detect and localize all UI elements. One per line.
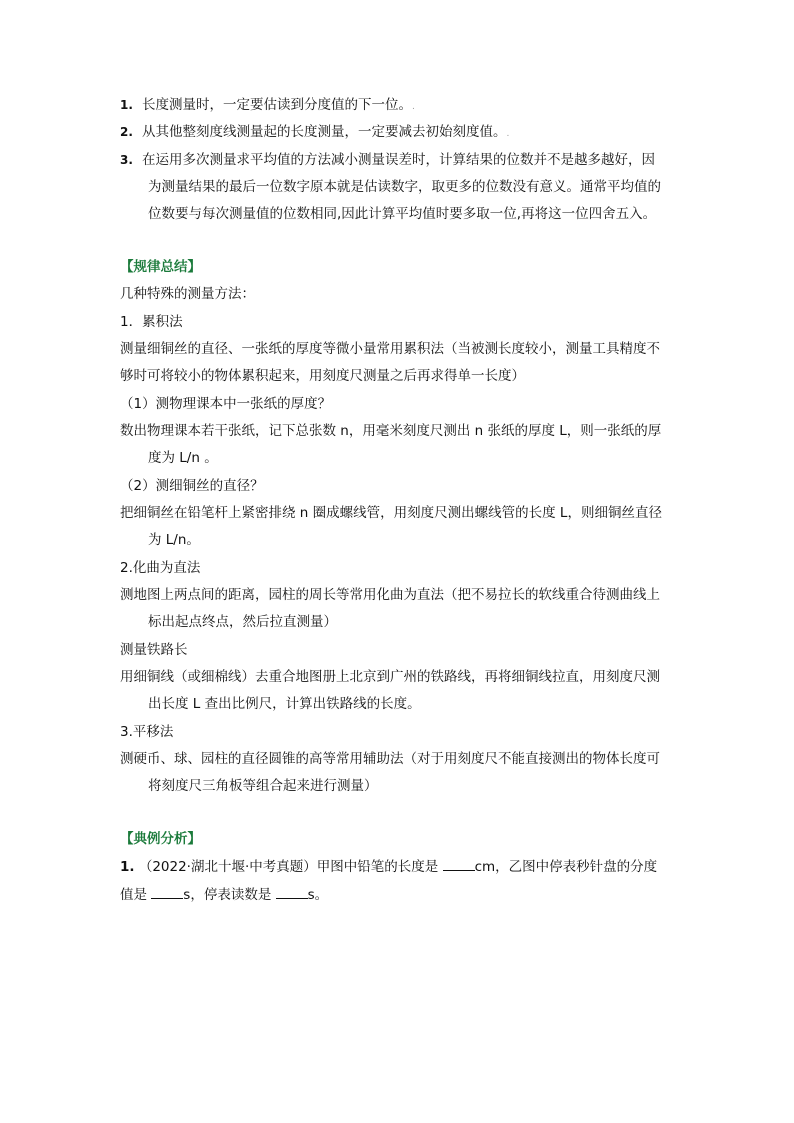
answer-blank-division[interactable] xyxy=(151,884,183,899)
method-2-sub-title: 测量铁路长 xyxy=(120,642,188,658)
example-1-line-2 xyxy=(120,884,680,905)
tip-text: 长度测量时，一定要估读到分度值的下一位。 xyxy=(142,97,412,113)
method-2-sub-desc-2: 出长度 L 查出比例尺，计算出铁路线的长度。 xyxy=(148,696,421,712)
method-1-desc-2: 够时可将较小的物体累积起来，用刻度尺测量之后再求得单一长度） xyxy=(120,368,525,384)
tip-3-line-1 xyxy=(120,150,680,170)
tip-1: 1. 长度测量时，一定要估读到分度值的下一位。. xyxy=(120,97,415,113)
method-1-desc-1: 测量细铜丝的直径、一张纸的厚度等微小量常用累积法（当被测长度较小，测量工具精度不 xyxy=(120,341,660,357)
question-2: （2）测细铜丝的直径？ xyxy=(120,478,264,494)
answer-2-line-2: 为 L/n。 xyxy=(148,532,200,548)
method-3-desc-2: 将刻度尺三角板等组合起来进行测量） xyxy=(148,778,378,794)
example-1-unit-3: s。 xyxy=(307,887,329,903)
tip-number: 2. xyxy=(120,125,133,139)
answer-blank-length[interactable] xyxy=(443,856,475,871)
tip-2: 2. 从其他整刻度线测量起的长度测量，一定要减去初始刻度值。. xyxy=(120,124,510,140)
tip-number: 3. xyxy=(120,153,133,167)
answer-blank-reading[interactable] xyxy=(276,884,308,899)
method-3-desc-1: 测硬币、球、园柱的直径圆锥的高等常用辅助法（对于用刻度尺不能直接测出的物体长度可 xyxy=(120,751,660,767)
method-3-title: 3.平移法 xyxy=(120,724,174,740)
example-1-text-a: （2022·湖北十堰·中考真题）甲图中铅笔的长度是 xyxy=(138,859,439,875)
tip-number: 1. xyxy=(120,98,133,112)
method-2-desc-2: 标出起点终点，然后拉直测量） xyxy=(148,614,337,630)
summary-heading: 【规律总结】 xyxy=(120,259,201,275)
method-1-title: 1．累积法 xyxy=(120,314,183,330)
answer-1-line-2: 度为 L/n 。 xyxy=(148,450,218,466)
example-number: 1. xyxy=(120,859,135,875)
tip-3-line-2: 为测量结果的最后一位数字原本就是估读数字，取更多的位数没有意义。通常平均值的 xyxy=(148,179,661,195)
answer-2-line-1: 把细铜丝在铅笔杆上紧密排绕 n 圈成螺线管，用刻度尺测出螺线管的长度 L，则细铜丝直径 xyxy=(120,505,662,521)
tip-text: 在运用多次测量求平均值的方法减小测量误差时，计算结果的位数并不是越多越好，因 xyxy=(142,152,655,168)
example-1-unit-1: cm，乙图中停表秒针盘的分度 xyxy=(474,859,658,875)
tip-text: 从其他整刻度线测量起的长度测量，一定要减去初始刻度值。 xyxy=(142,124,507,140)
answer-1-line-1: 数出物理课本若干张纸，记下总张数 n，用毫米刻度尺测出 n 张纸的厚度 L，则一张纸的厚 xyxy=(120,423,662,439)
example-1-text-b: 值是 xyxy=(120,887,147,903)
question-1: （1）测物理课本中一张纸的厚度？ xyxy=(120,396,332,412)
method-2-desc-1: 测地图上两点间的距离，园柱的周长等常用化曲为直法（把不易拉长的软线重合待测曲线上 xyxy=(120,587,660,603)
example-1-unit-2: s，停表读数是 xyxy=(183,887,272,903)
example-1-line-1 xyxy=(120,856,680,877)
tip-3-line-3: 位数要与每次测量值的位数相同,因此计算平均值时要多取一位,再将这一位四舍五入。 xyxy=(148,206,657,222)
summary-intro: 几种特殊的测量方法： xyxy=(120,286,255,302)
method-2-title: 2.化曲为直法 xyxy=(120,560,201,576)
method-2-sub-desc-1: 用细铜线（或细棉线）去重合地图册上北京到广州的铁路线，再将细铜线拉直，用刻度尺测 xyxy=(120,669,660,685)
examples-heading: 【典例分析】 xyxy=(120,831,201,847)
